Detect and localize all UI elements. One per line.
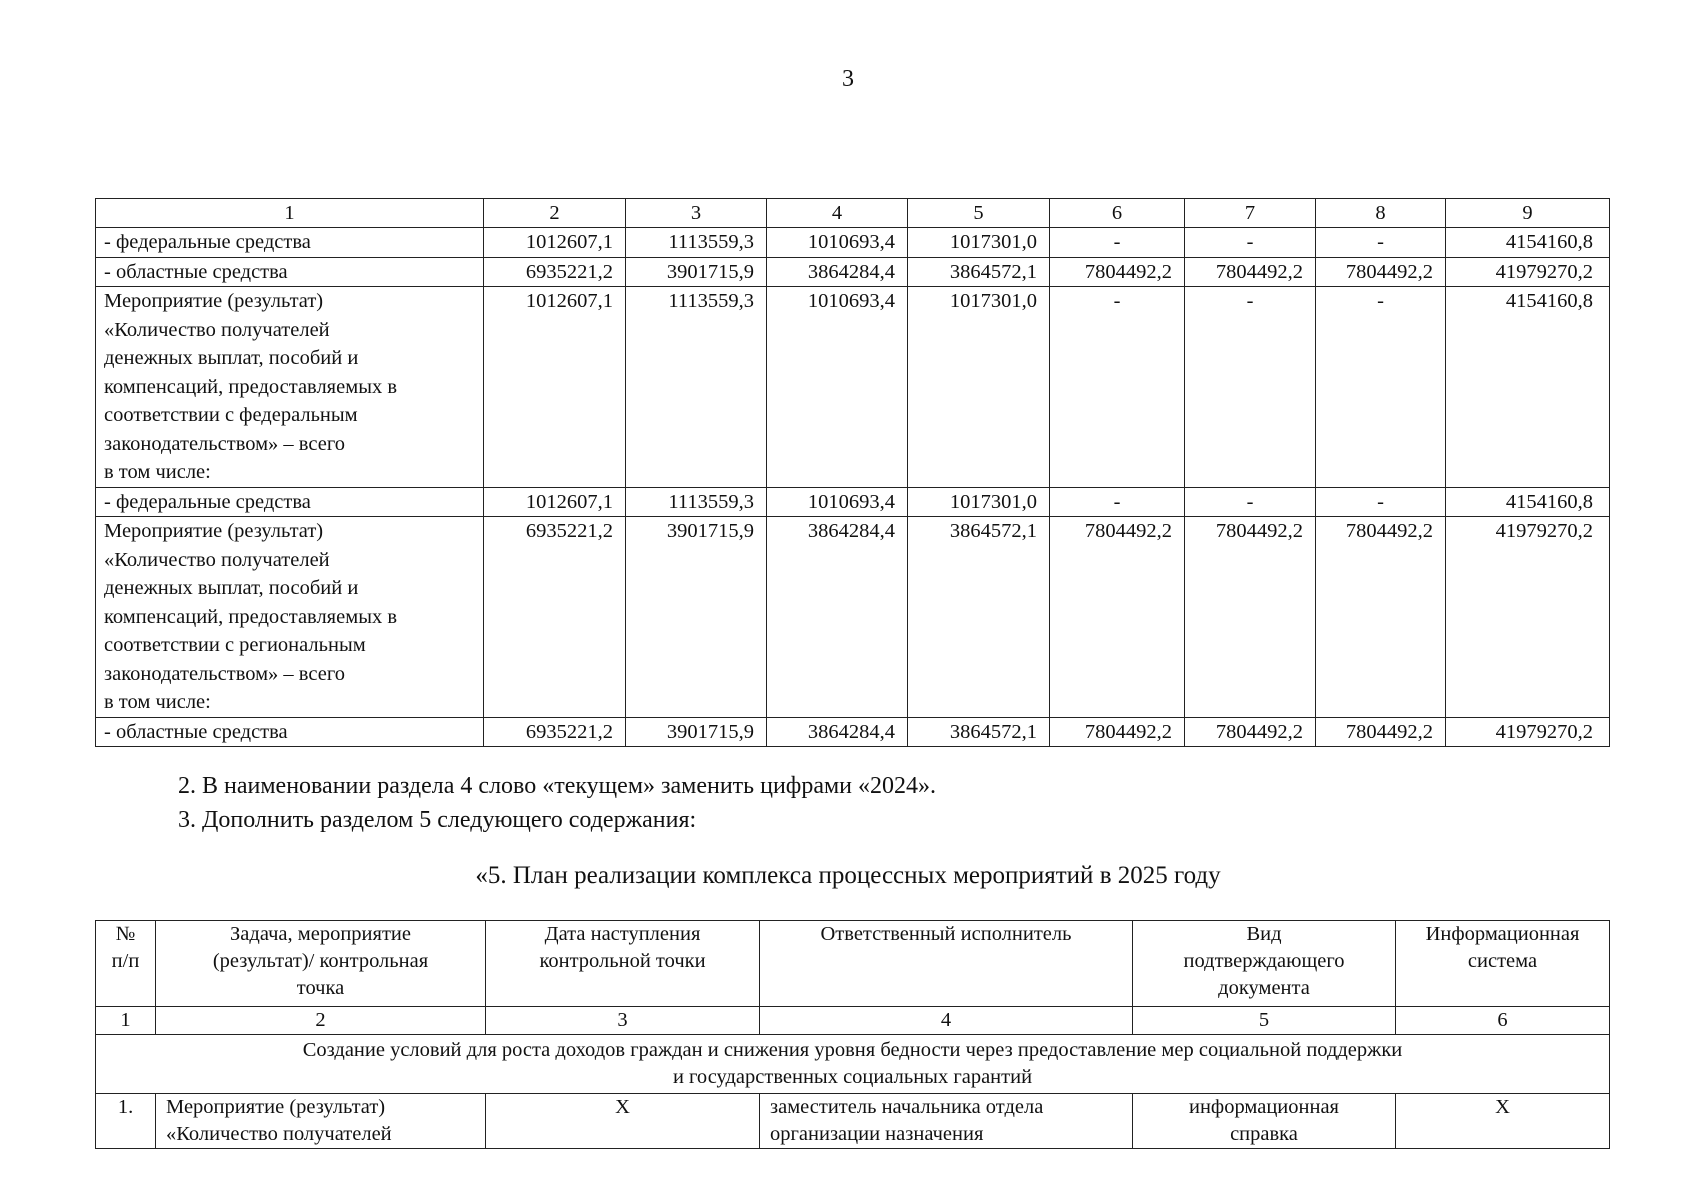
table-cell: 7804492,2 — [1185, 257, 1316, 287]
table-cell: 6935221,2 — [484, 257, 626, 287]
table-cell: - — [1050, 287, 1185, 488]
table-cell: 3864284,4 — [767, 517, 908, 718]
col-header: 9 — [1446, 199, 1610, 228]
table-cell: 3901715,9 — [626, 517, 767, 718]
table-cell: 1113559,3 — [626, 287, 767, 488]
table-row — [96, 1094, 1610, 1149]
table-cell: - — [1050, 228, 1185, 258]
table-cell: - — [1050, 487, 1185, 517]
table-cell: информационная справка — [1133, 1094, 1396, 1149]
row-number: 1. — [96, 1094, 156, 1149]
col-header: 4 — [767, 199, 908, 228]
table-cell: 3864572,1 — [908, 257, 1050, 287]
col-header: 8 — [1316, 199, 1446, 228]
col-number: 1 — [96, 1007, 156, 1035]
table-header-row — [96, 921, 1610, 1007]
table-cell: 7804492,2 — [1050, 257, 1185, 287]
table-cell: 7804492,2 — [1050, 517, 1185, 718]
row-label: - федеральные средства — [96, 487, 484, 517]
col-number: 6 — [1396, 1007, 1610, 1035]
table-cell: - — [1185, 487, 1316, 517]
table-cell: 4154160,8 — [1446, 487, 1610, 517]
col-number: 4 — [760, 1007, 1133, 1035]
row-label: - федеральные средства — [96, 228, 484, 258]
table-cell: 7804492,2 — [1316, 517, 1446, 718]
col-header: 2 — [484, 199, 626, 228]
budget-table — [95, 198, 1610, 747]
col-header: Задача, мероприятие (результат)/ контрольная точка — [156, 921, 486, 1007]
col-header: 5 — [908, 199, 1050, 228]
table-header-row — [96, 199, 1610, 228]
col-header: 7 — [1185, 199, 1316, 228]
col-number: 5 — [1133, 1007, 1396, 1035]
table-cell: 7804492,2 — [1316, 717, 1446, 747]
table-cell: 1010693,4 — [767, 487, 908, 517]
table-cell: 1017301,0 — [908, 228, 1050, 258]
table-cell: 1012607,1 — [484, 487, 626, 517]
table-cell: Х — [1396, 1094, 1610, 1149]
table-row — [96, 228, 1610, 258]
col-header: Информационная система — [1396, 921, 1610, 1007]
table-cell: - — [1316, 228, 1446, 258]
row-label: - областные средства — [96, 717, 484, 747]
col-header: Вид подтверждающего документа — [1133, 921, 1396, 1007]
table-cell: 7804492,2 — [1050, 717, 1185, 747]
col-number: 3 — [486, 1007, 760, 1035]
table-cell: заместитель начальника отдела организации назначения — [760, 1094, 1133, 1149]
row-label: Мероприятие (результат) «Количество получателей денежных выплат, пособий и компенсаций, предоставляемых в соответствии с региональным законодательством» – всего в том числе: — [96, 517, 484, 718]
table-cell: 1113559,3 — [626, 487, 767, 517]
table-row — [96, 257, 1610, 287]
task-title: Создание условий для роста доходов граждан и снижения уровня бедности через предоставление мер социальной поддержки и государственных социальных гарантий — [96, 1035, 1610, 1094]
table-row — [96, 717, 1610, 747]
col-header: 3 — [626, 199, 767, 228]
table-cell: 1017301,0 — [908, 287, 1050, 488]
table-cell: - — [1185, 287, 1316, 488]
table-cell: 1010693,4 — [767, 228, 908, 258]
table-cell: 3864572,1 — [908, 517, 1050, 718]
plan-table — [95, 920, 1610, 1149]
table-cell: 3864572,1 — [908, 717, 1050, 747]
page-number: 3 — [842, 66, 854, 92]
col-header: Дата наступления контрольной точки — [486, 921, 760, 1007]
table-row — [96, 487, 1610, 517]
table-cell: 41979270,2 — [1446, 257, 1610, 287]
section-5-title: «5. План реализации комплекса процессных мероприятий в 2025 году — [475, 862, 1221, 889]
task-row — [96, 1035, 1610, 1094]
table-cell: 41979270,2 — [1446, 717, 1610, 747]
table-cell: 41979270,2 — [1446, 517, 1610, 718]
table-cell: 6935221,2 — [484, 517, 626, 718]
col-header: № п/п — [96, 921, 156, 1007]
table-cell: 3901715,9 — [626, 717, 767, 747]
table-row — [96, 517, 1610, 718]
table-cell: 1012607,1 — [484, 228, 626, 258]
col-header: 1 — [96, 199, 484, 228]
table-cell: 3864284,4 — [767, 717, 908, 747]
table-cell: Х — [486, 1094, 760, 1149]
table-cell: 4154160,8 — [1446, 287, 1610, 488]
table-cell: 7804492,2 — [1185, 517, 1316, 718]
table-cell: 1017301,0 — [908, 487, 1050, 517]
row-label: - областные средства — [96, 257, 484, 287]
col-number: 2 — [156, 1007, 486, 1035]
paragraph-3: 3. Дополнить разделом 5 следующего содержания: — [178, 807, 697, 833]
table-cell: - — [1185, 228, 1316, 258]
table-cell: 6935221,2 — [484, 717, 626, 747]
table-cell: 3864284,4 — [767, 257, 908, 287]
table-cell: 3901715,9 — [626, 257, 767, 287]
table-cell: 1012607,1 — [484, 287, 626, 488]
table-cell: 1010693,4 — [767, 287, 908, 488]
table-cell: Мероприятие (результат) «Количество получателей — [156, 1094, 486, 1149]
column-number-row — [96, 1007, 1610, 1035]
table-cell: 7804492,2 — [1316, 257, 1446, 287]
table-cell: - — [1316, 287, 1446, 488]
table-cell: 7804492,2 — [1185, 717, 1316, 747]
col-header: Ответственный исполнитель — [760, 921, 1133, 1007]
table-cell: - — [1316, 487, 1446, 517]
col-header: 6 — [1050, 199, 1185, 228]
table-cell: 4154160,8 — [1446, 228, 1610, 258]
table-cell: 1113559,3 — [626, 228, 767, 258]
table-row — [96, 287, 1610, 488]
row-label: Мероприятие (результат) «Количество получателей денежных выплат, пособий и компенсаций, предоставляемых в соответствии с федеральным законодательством» – всего в том числе: — [96, 287, 484, 488]
paragraph-2: 2. В наименовании раздела 4 слово «текущем» заменить цифрами «2024». — [178, 773, 937, 799]
